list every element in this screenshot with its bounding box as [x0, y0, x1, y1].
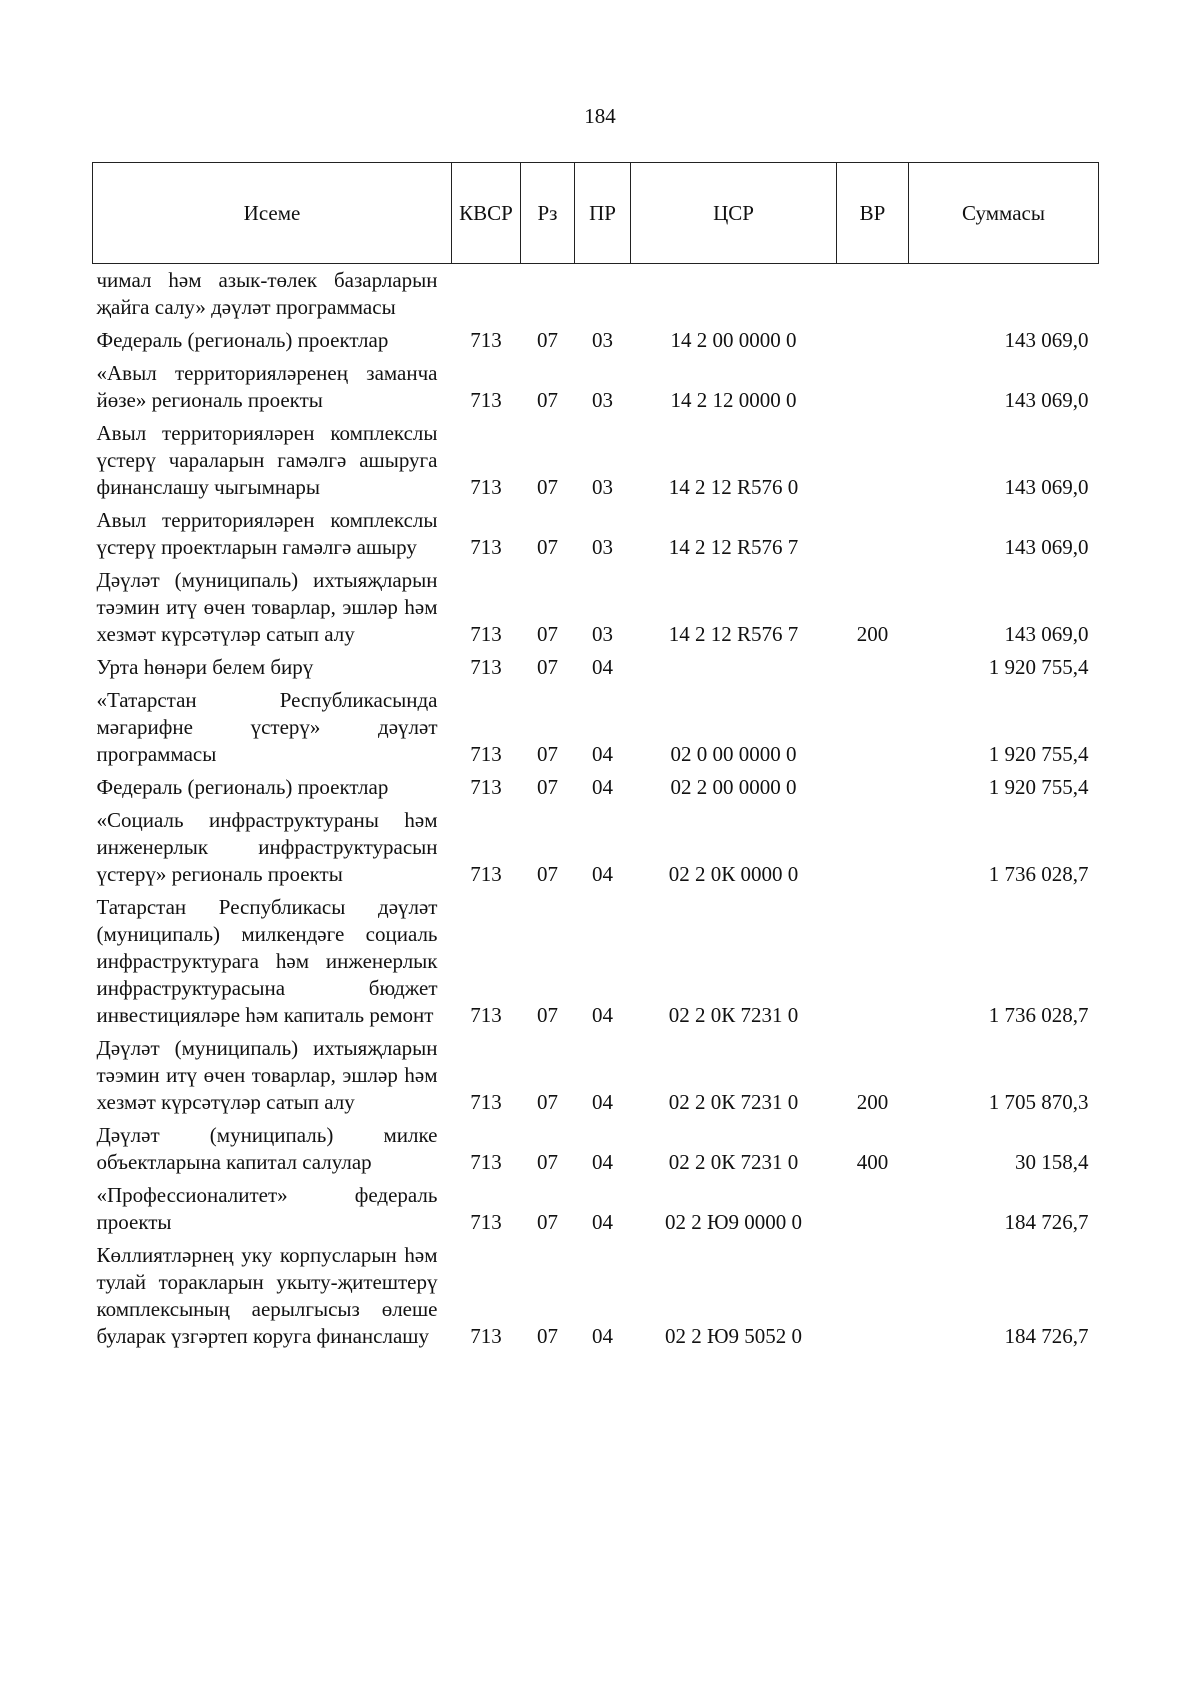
row-rz: 07: [537, 742, 558, 766]
row-pr: 03: [592, 622, 613, 646]
table-header-row: [93, 163, 1099, 264]
row-sum: 1 920 755,4: [988, 655, 1089, 679]
row-rz: [521, 264, 575, 325]
header-rz: Рз: [521, 163, 575, 264]
row-name: Федераль (региональ) проектлар: [96, 328, 389, 352]
table-row: [93, 1239, 1099, 1353]
row-csr: 02 2 0К 7231 0: [668, 1150, 799, 1174]
row-vr: [837, 324, 909, 357]
row-csr: 02 2 Ю9 5052 0: [664, 1324, 803, 1348]
row-pr: 04: [592, 1003, 613, 1027]
row-vr: 200: [856, 622, 889, 646]
row-csr: 02 2 0К 7231 0: [668, 1003, 799, 1027]
row-rz: 07: [537, 862, 558, 886]
row-vr: [837, 771, 909, 804]
row-name: Урта һөнәри белем бирү: [96, 655, 314, 679]
table-row: [93, 564, 1099, 651]
row-rz: 07: [537, 1003, 558, 1027]
table-row: [93, 804, 1099, 891]
row-kvsr: 713: [470, 775, 502, 799]
row-rz: 07: [537, 1090, 558, 1114]
row-vr: [837, 504, 909, 564]
row-sum: 143 069,0: [1004, 388, 1089, 412]
row-csr: 02 2 Ю9 0000 0: [664, 1210, 803, 1234]
page-number: 184: [584, 104, 616, 128]
row-kvsr: 713: [470, 862, 502, 886]
row-rz: 07: [537, 1210, 558, 1234]
row-name: Дәүләт (муниципаль) милке объектларына капитал салулар: [96, 1123, 438, 1174]
row-sum: 1 920 755,4: [988, 775, 1089, 799]
table-row: [93, 891, 1099, 1032]
row-vr: [837, 357, 909, 417]
row-pr: [575, 264, 631, 325]
header-csr: ЦСР: [631, 163, 837, 264]
row-name: Дәүләт (муниципаль) ихтыяҗларын тәэмин итү өчен товарлар, эшләр һәм хезмәт күрсәтүләр сатып алу: [96, 568, 438, 646]
row-pr: 03: [592, 388, 613, 412]
row-kvsr: 713: [470, 742, 502, 766]
row-sum: 184 726,7: [1004, 1210, 1089, 1234]
row-pr: 04: [592, 655, 613, 679]
row-sum: 143 069,0: [1004, 622, 1089, 646]
row-pr: 04: [592, 742, 613, 766]
header-pr: ПР: [575, 163, 631, 264]
budget-table: [92, 162, 1099, 1353]
table-row: [93, 357, 1099, 417]
table-row: [93, 771, 1099, 804]
row-csr: 14 2 12 R576 0: [668, 475, 799, 499]
row-sum: 184 726,7: [1004, 1324, 1089, 1348]
row-kvsr: 713: [470, 1090, 502, 1114]
row-pr: 03: [592, 475, 613, 499]
row-name: «Татарстан Республикасында мәгарифне үстерү» дәүләт программасы: [96, 688, 438, 766]
row-csr: 02 2 0К 7231 0: [668, 1090, 799, 1114]
row-pr: 04: [592, 862, 613, 886]
row-pr: 04: [592, 1150, 613, 1174]
row-name: «Авыл территорияләренең заманча йөзе» региональ проекты: [96, 361, 438, 412]
row-kvsr: 713: [470, 1210, 502, 1234]
row-sum: 30 158,4: [1015, 1150, 1089, 1174]
row-vr: [837, 651, 909, 684]
row-name: «Профессионалитет» федераль проекты: [96, 1183, 438, 1234]
header-kvsr: КВСР: [452, 163, 521, 264]
row-vr: [837, 417, 909, 504]
row-rz: 07: [537, 1150, 558, 1174]
table-row: [93, 264, 1099, 325]
row-sum: 1 705 870,3: [988, 1090, 1089, 1114]
row-kvsr: 713: [470, 328, 502, 352]
row-csr: [631, 264, 837, 325]
table-row: [93, 1032, 1099, 1119]
row-sum: 143 069,0: [1004, 328, 1089, 352]
row-rz: 07: [537, 535, 558, 559]
row-name: Татарстан Республикасы дәүләт (муниципаль) милкендәге социаль инфраструктурага һәм инженерлык инфраструктурасына бюджет инвестицияләре һәм капиталь ремонт: [96, 895, 438, 1027]
table-row: [93, 504, 1099, 564]
row-pr: 03: [592, 535, 613, 559]
table-row: [93, 1119, 1099, 1179]
row-csr: 02 2 00 0000 0: [670, 775, 797, 799]
row-csr: 02 0 00 0000 0: [670, 742, 797, 766]
row-vr: [837, 891, 909, 1032]
row-name: Дәүләт (муниципаль) ихтыяҗларын тәэмин итү өчен товарлар, эшләр һәм хезмәт күрсәтүләр сатып алу: [96, 1036, 438, 1114]
row-pr: 03: [592, 328, 613, 352]
row-pr: 04: [592, 1210, 613, 1234]
header-sum: Суммасы: [909, 163, 1099, 264]
row-csr: 14 2 00 0000 0: [670, 328, 797, 352]
row-vr: [837, 1239, 909, 1353]
row-vr: [837, 264, 909, 325]
row-csr: 14 2 12 0000 0: [670, 388, 797, 412]
row-name: «Социаль инфраструктураны һәм инженерлык инфраструктурасын үстерү» региональ проекты: [96, 808, 438, 886]
row-kvsr: 713: [470, 1324, 502, 1348]
row-vr: [837, 804, 909, 891]
row-csr: 02 2 0К 0000 0: [668, 862, 799, 886]
row-rz: 07: [537, 388, 558, 412]
row-pr: 04: [592, 775, 613, 799]
row-vr: 400: [856, 1150, 889, 1174]
row-vr: [837, 684, 909, 771]
table-row: [93, 684, 1099, 771]
row-kvsr: 713: [470, 475, 502, 499]
row-sum: 1 736 028,7: [988, 1003, 1089, 1027]
row-kvsr: 713: [470, 535, 502, 559]
row-name: Федераль (региональ) проектлар: [96, 775, 389, 799]
table-row: [93, 651, 1099, 684]
row-rz: 07: [537, 328, 558, 352]
row-kvsr: 713: [470, 622, 502, 646]
row-name: Авыл территорияләрен комплекслы үстерү проектларын гамәлгә ашыру: [96, 508, 438, 559]
row-kvsr: 713: [470, 388, 502, 412]
row-kvsr: 713: [470, 1150, 502, 1174]
table-row: [93, 1179, 1099, 1239]
table-row: [93, 324, 1099, 357]
row-sum: [909, 264, 1099, 325]
row-vr: 200: [856, 1090, 889, 1114]
row-csr: 14 2 12 R576 7: [668, 622, 799, 646]
row-name: Авыл территорияләрен комплекслы үстерү чараларын гамәлгә ашыруга финанслашу чыгымнары: [96, 421, 438, 499]
row-pr: 04: [592, 1324, 613, 1348]
row-csr: [631, 651, 837, 684]
row-kvsr: 713: [470, 1003, 502, 1027]
row-kvsr: 713: [470, 655, 502, 679]
table-row: [93, 417, 1099, 504]
row-sum: 143 069,0: [1004, 475, 1089, 499]
row-rz: 07: [537, 1324, 558, 1348]
table-body: [93, 264, 1099, 1354]
row-rz: 07: [537, 622, 558, 646]
row-rz: 07: [537, 475, 558, 499]
row-name: Көллиятләрнең уку корпусларын һәм тулай торакларын укыту-җитештерү комплексының аерылгысыз өлеше буларак үзгәртеп коруга финанслашу: [96, 1243, 438, 1348]
row-sum: 1 736 028,7: [988, 862, 1089, 886]
row-csr: 14 2 12 R576 7: [668, 535, 799, 559]
row-kvsr: [452, 264, 521, 325]
row-name: чимал һәм азык-төлек базарларын җайга салу» дәүләт программасы: [96, 268, 438, 319]
row-sum: 143 069,0: [1004, 535, 1089, 559]
header-vr: ВР: [837, 163, 909, 264]
row-vr: [837, 1179, 909, 1239]
row-pr: 04: [592, 1090, 613, 1114]
row-rz: 07: [537, 775, 558, 799]
header-name: Исеме: [93, 163, 452, 264]
row-sum: 1 920 755,4: [988, 742, 1089, 766]
row-rz: 07: [537, 655, 558, 679]
